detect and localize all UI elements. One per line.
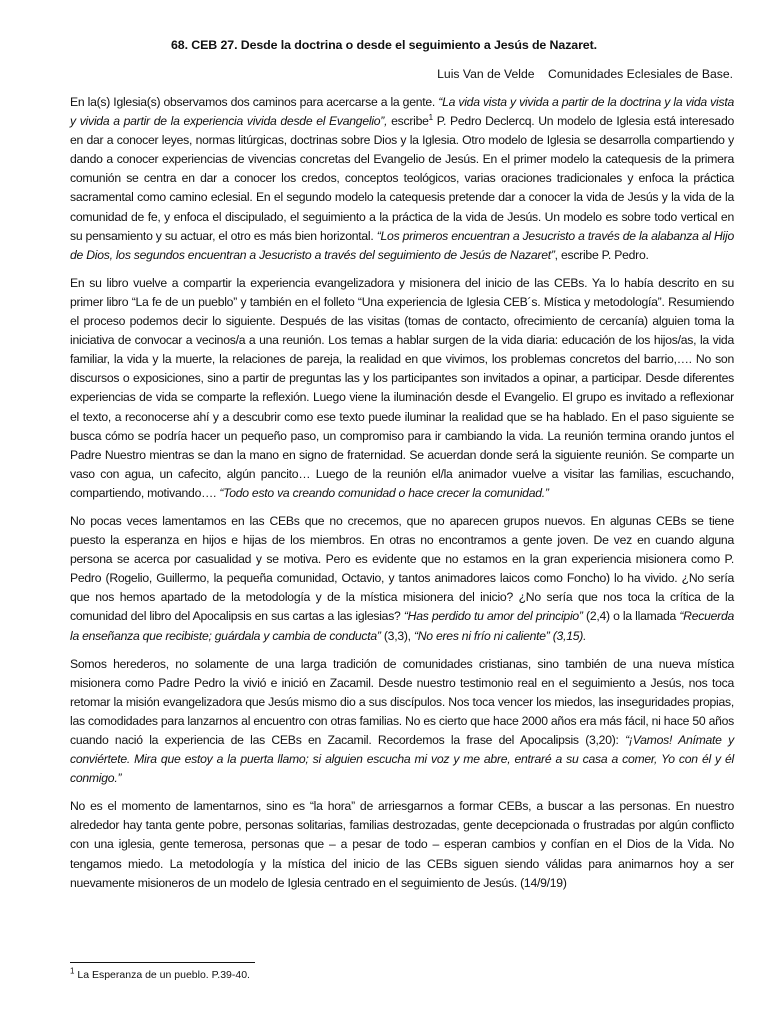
text-run: , escribe P. Pedro. — [554, 247, 649, 262]
paragraph-3 — [70, 512, 734, 646]
text-run: No es el momento de lamentarnos, sino es “la hora” de arriesgarnos a formar CEBs, a buscar a las personas. En nuestro alrededor hay tanta gente pobre, personas solitarias, familias destrozadas, gente decepcionada o frustradas por algún conflicto con una iglesia, gente temerosa, personas que – a pesar de todo – esperan cambios y confían en el Dios de la Vida. No tengamos miedo. La metodología y la mística del inicio de las CEBs siguen siendo válidas para animarnos hoy a ser nuevamente misioneros de un modelo de Iglesia centrado en el seguimiento de Jesús. (14/9/19) — [70, 799, 734, 890]
text-run: (2,4) o la llamada — [582, 609, 680, 624]
text-run: No pocas veces lamentamos en las CEBs que no crecemos, que no aparecen grupos nuevos. En algunas CEBs se tiene puesto la esperanza en hijos e hijas de los miembros. En otras no encontramos a gente joven. De vez en cuando alguna persona se acerca por casualidad y se motiva. Pero es evidente que no estamos en la gran experiencia misionera como P. Pedro (Rogelio, Guillermo, la pequeña comunidad, Octavio, y tantos animadores laicos como Foncho) lo ha vivido. ¿No sería que nos hemos apartado de la metodología y de la mística misionera del inicio? ¿No sería que nos toca la crítica de la comunidad del libro del Apocalipsis en sus cartas a las iglesias? — [70, 513, 734, 624]
quote: “Has perdido tu amor del principio” — [403, 609, 583, 624]
quote: “No eres ni frío ni caliente” (3,15). — [413, 628, 587, 643]
author-byline: Luis Van de Velde Comunidades Eclesiales de Base. — [437, 67, 733, 81]
page-title: 68. CEB 27. Desde la doctrina o desde el seguimiento a Jesús de Nazaret. — [171, 38, 597, 52]
footnote — [70, 966, 250, 981]
quote: “¡Vamos! Anímate y conviértete. Mira que estoy a la puerta llamo; si alguien escucha mi voz y me abre, entraré a su casa a comer, Yo con él y él conmigo.” — [70, 733, 734, 786]
quote: “La vida vista y vivida a partir de la doctrina y la vida vista y vivida a partir de la experiencia vivida desde el Evangelio”, — [70, 95, 734, 129]
footnote-ref: 1 — [428, 113, 433, 123]
paragraph-2 — [70, 274, 734, 503]
quote: “Recuerda la enseñanza que recibiste; guárdala y cambia de conducta” — [70, 609, 735, 643]
paragraph-5 — [70, 797, 734, 892]
paragraph-1 — [70, 93, 734, 265]
text-run: Somos herederos, no solamente de una larga tradición de comunidades cristianas, sino también de una nueva mística misionera como Padre Pedro la vivió e inició en Zacamil. Desde nuestro testimonio real en el seguimiento a Jesús, nos toca retomar la misión evangelizadora que Jesús mismo dio a sus discípulos. Nos toca vencer los miedos, las inseguridades propias, las comodidades para lanzarnos al encuentro con otras familias. No es cierto que hace 2000 años era más fácil, ni hace 50 años cuando nació la experiencia de las CEBs en Zacamil. Recordemos la frase del Apocalipsis (3,20): — [70, 656, 734, 747]
quote: “Todo esto va creando comunidad o hace crecer la comunidad.” — [219, 485, 549, 500]
footnote-marker: 1 — [70, 966, 75, 976]
text-run: P. Pedro Declercq. Un modelo de Iglesia está interesado en dar a conocer leyes, normas litúrgicas, doctrinas sobre Dios y la Iglesia. Otro modelo de Iglesia se desarrolla compartiendo y dando a conocer experiencias de vivencias concretas del Evangelio de Jesús. En el primer modelo la catequesis de la primera comunión se centra en dar a conocer los credos, conceptos teológicos, varias oraciones tradicionales y enfoca la práctica sacramental como camino eclesial. En el segundo modelo la catequesis pretende dar a conocer la vida de Jesús y la vida de la comunidad de fe, y enfoca el discipulado, el seguimiento a la práctica de la vida de Jesús. Un modelo es sobre todo vertical en su pensamiento y su actuar, el otro es más bien horizontal. — [70, 114, 734, 243]
document-body — [70, 93, 734, 902]
text-run: En su libro vuelve a compartir la experiencia evangelizadora y misionera del inicio de las CEBs. Ya lo había descrito en su primer libro “La fe de un pueblo” y también en el folleto “Una experiencia de Iglesia CEB´s. Mística y metodología”. Resumiendo el proceso podemos decir lo siguiente. Después de las visitas (tomas de contacto, ofrecimiento de cercanía) alguien toma la iniciativa de convocar a vecinos/a a una reunión. Los temas a hablar surgen de la vida diaria: educación de los hijos/as, la vida familiar, la vida y la muerte, la relaciones de pareja, la realidad en que vivimos, los problemas concretos del barrio,…. No son discursos o exposiciones, sino a partir de preguntas las y los participantes son invitados a opinar, a participar. Desde diferentes experiencias de vida se comparte la reflexión. Luego viene la iluminación desde el Evangelio. El grupo es invitado a reflexionar el texto, a reconocerse ahí y a descubrir como ese texto puede iluminar la realidad que se ha hablado. En el paso siguiente se busca cómo se podría hacer un pequeño paso, un compromiso para ir cambiando la vida. La reunión termina orando juntos el Padre Nuestro mientras se dan la mano en signo de fraternidad. Se acuerdan donde será la siguiente reunión. Se comparte un vaso con agua, un cafecito, algún pancito… Luego de la reunión el/la animador vuelve a visitar las familias, escuchando, compartiendo, motivando…. — [70, 275, 734, 500]
paragraph-4 — [70, 655, 734, 789]
text-run: (3,3), — [380, 628, 414, 643]
text-run: En la(s) Iglesia(s) observamos dos caminos para acercarse a la gente. — [70, 95, 439, 109]
quote: “Los primeros encuentran a Jesucristo a través de la alabanza al Hijo de Dios, los segundos encuentran a Jesucristo a través del seguimiento de Jesús de Nazaret” — [70, 228, 734, 262]
footnote-text: La Esperanza de un pueblo. P.39-40. — [74, 969, 250, 981]
footnote-divider — [70, 962, 255, 963]
text-run: escribe — [387, 114, 429, 129]
